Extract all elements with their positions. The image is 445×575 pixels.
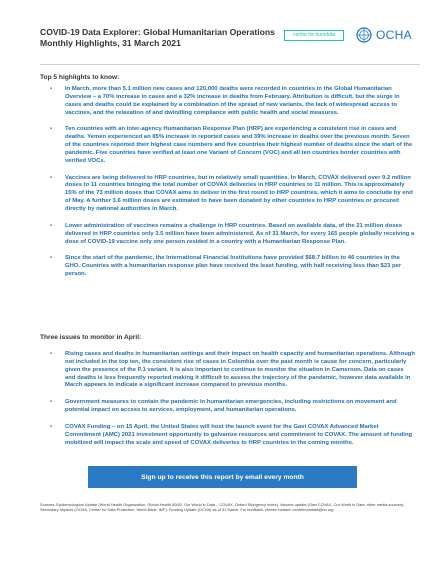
issue-text: Rising cases and deaths in humanitarian settings and their impact on health capacity and humanitarian operations. Although not included in the top ten, the consistent rise of cases in Colombia over the past month is cause for concern, particularly given the presence of the P.1 variant. It is also important to continue to monitor the situation in Cameroon. Data on cases and deaths is less frequently reported making it difficult to assess the trajectory of the pandemic, however data available in March appears to indicate a significant increase compared to previous months. bbox=[65, 351, 416, 389]
un-emblem-icon bbox=[356, 27, 372, 43]
bullet-icon: • bbox=[50, 86, 53, 92]
ocha-wordmark: OCHA bbox=[376, 28, 412, 42]
highlight-text: Lower administration of vaccines remains a challenge in HRP countries. Based on available data, of the 21 million doses delivered in HRP countries only 3.5 million have been administered. As of 31 March, for every 165 people globally receiving a dose of COVID-19 vaccine only one person resided in a country with a Humanitarian Response Plan. bbox=[65, 222, 415, 245]
bullet-icon: • bbox=[50, 423, 53, 430]
highlight-item bbox=[50, 126, 415, 165]
highlight-text: Vaccines are being delivered to HRP countries, but in relatively small quantities. In March, COVAX delivered over 9.2 million doses to 11 countries bringing the total number of COVAX deliveries in HRP countries to 11 million. This is approximately 15% of the 73 million doses that COVAX aims to deliver in the first round to HRP countries, which it aims to conclude by end of May. A further 3.6 million doses are estimated to have been donated by other countries to HRP countries or procured directly by national authorities in March. bbox=[65, 174, 413, 212]
highlights-heading: Top 5 highlights to know: bbox=[40, 74, 120, 81]
bullet-icon: • bbox=[50, 126, 53, 133]
issue-item bbox=[50, 351, 415, 390]
issues-list bbox=[50, 351, 415, 456]
report-title-line2: Monthly Highlights, 31 March 2021 bbox=[40, 38, 181, 48]
ocha-logo bbox=[356, 27, 412, 43]
bullet-icon: • bbox=[50, 222, 53, 229]
highlight-text: Since the start of the pandemic, the International Financial Institutions have provided $68.7 billion to 46 countries in the GHO. Countries with a humanitarian response plan have received the least funding, with half receiving less than $23 per person. bbox=[65, 255, 402, 278]
signup-button[interactable]: Sign up to receive this report by email every month bbox=[88, 466, 357, 488]
issue-item bbox=[50, 424, 415, 448]
issue-item bbox=[50, 399, 415, 415]
bullet-icon: • bbox=[50, 399, 53, 406]
report-header bbox=[40, 27, 420, 59]
issues-heading: Three issues to monitor in April: bbox=[40, 334, 142, 341]
bullet-icon: • bbox=[50, 255, 53, 262]
header-divider bbox=[40, 64, 420, 65]
issue-text: COVAX Funding – on 15 April, the United States will host the launch event for the Gavi COVAX Advanced Market Commitment (AMC) 2021 investment opportunity to galvanize resources and commitment to COVAX. The amount of funding mobilized will impact the scale and speed of COVAX deliveries to HRP countries in the coming months. bbox=[65, 423, 413, 446]
highlight-item bbox=[50, 86, 415, 117]
highlight-text: In March, more than 5.1 million new cases and 120,000 deaths were recorded in countries in the Global Humanitarian Overview – a 70% increase in cases and a 32% increase in deaths from February. Attribution is difficult, but the surge in cases and deaths could be explained by a combination of the spread of new variants, the lack of widespread access to vaccines, and the relaxation of and dwindling compliance with public health and social measures. bbox=[65, 86, 400, 116]
highlight-item bbox=[50, 175, 415, 214]
highlight-text: Ten countries with an inter-agency Humanitarian Response Plan (HRP) are experiencing a consistent rise in cases and deaths. Yemen experienced an 85% increase in reported cases and 39% increase in deaths over the previous month. Seven of the countries reported their highest case numbers and five countries their highest number of deaths since the start of the pandemic. Five countries have verified at least one Variant of Concern (VOC) and all ten countries border countries with verified VOCs. bbox=[65, 126, 413, 164]
highlight-item bbox=[50, 223, 415, 247]
highlights-list bbox=[50, 86, 415, 288]
report-title-line1: COVID-19 Data Explorer: Global Humanitarian Operations bbox=[40, 27, 275, 37]
report-title bbox=[40, 27, 280, 49]
bullet-icon: • bbox=[50, 351, 53, 357]
sources-footnote: Sources: Epidemiological Update (World Health Organization, Global Health 50/50, Our World in Data – COVAX, Oxford Stringency Index), Vaccine update (Gavi COVAX, Our World in Data, other media sources); Secondary Impacts (OCHA, Center for Data Protection, World Bank, IMF); Funding Update (OCHA) as of 31 March. For feedback, please contact: centrehumdata@un.org bbox=[40, 502, 405, 513]
highlight-item bbox=[50, 255, 415, 279]
bullet-icon: • bbox=[50, 174, 53, 181]
hdx-logo: centre for humdata bbox=[284, 30, 344, 41]
issue-text: Government measures to contain the pandemic in humanitarian emergencies, including restrictions on movement and potential impact on access to services, employment, and humanitarian operations. bbox=[65, 399, 397, 414]
